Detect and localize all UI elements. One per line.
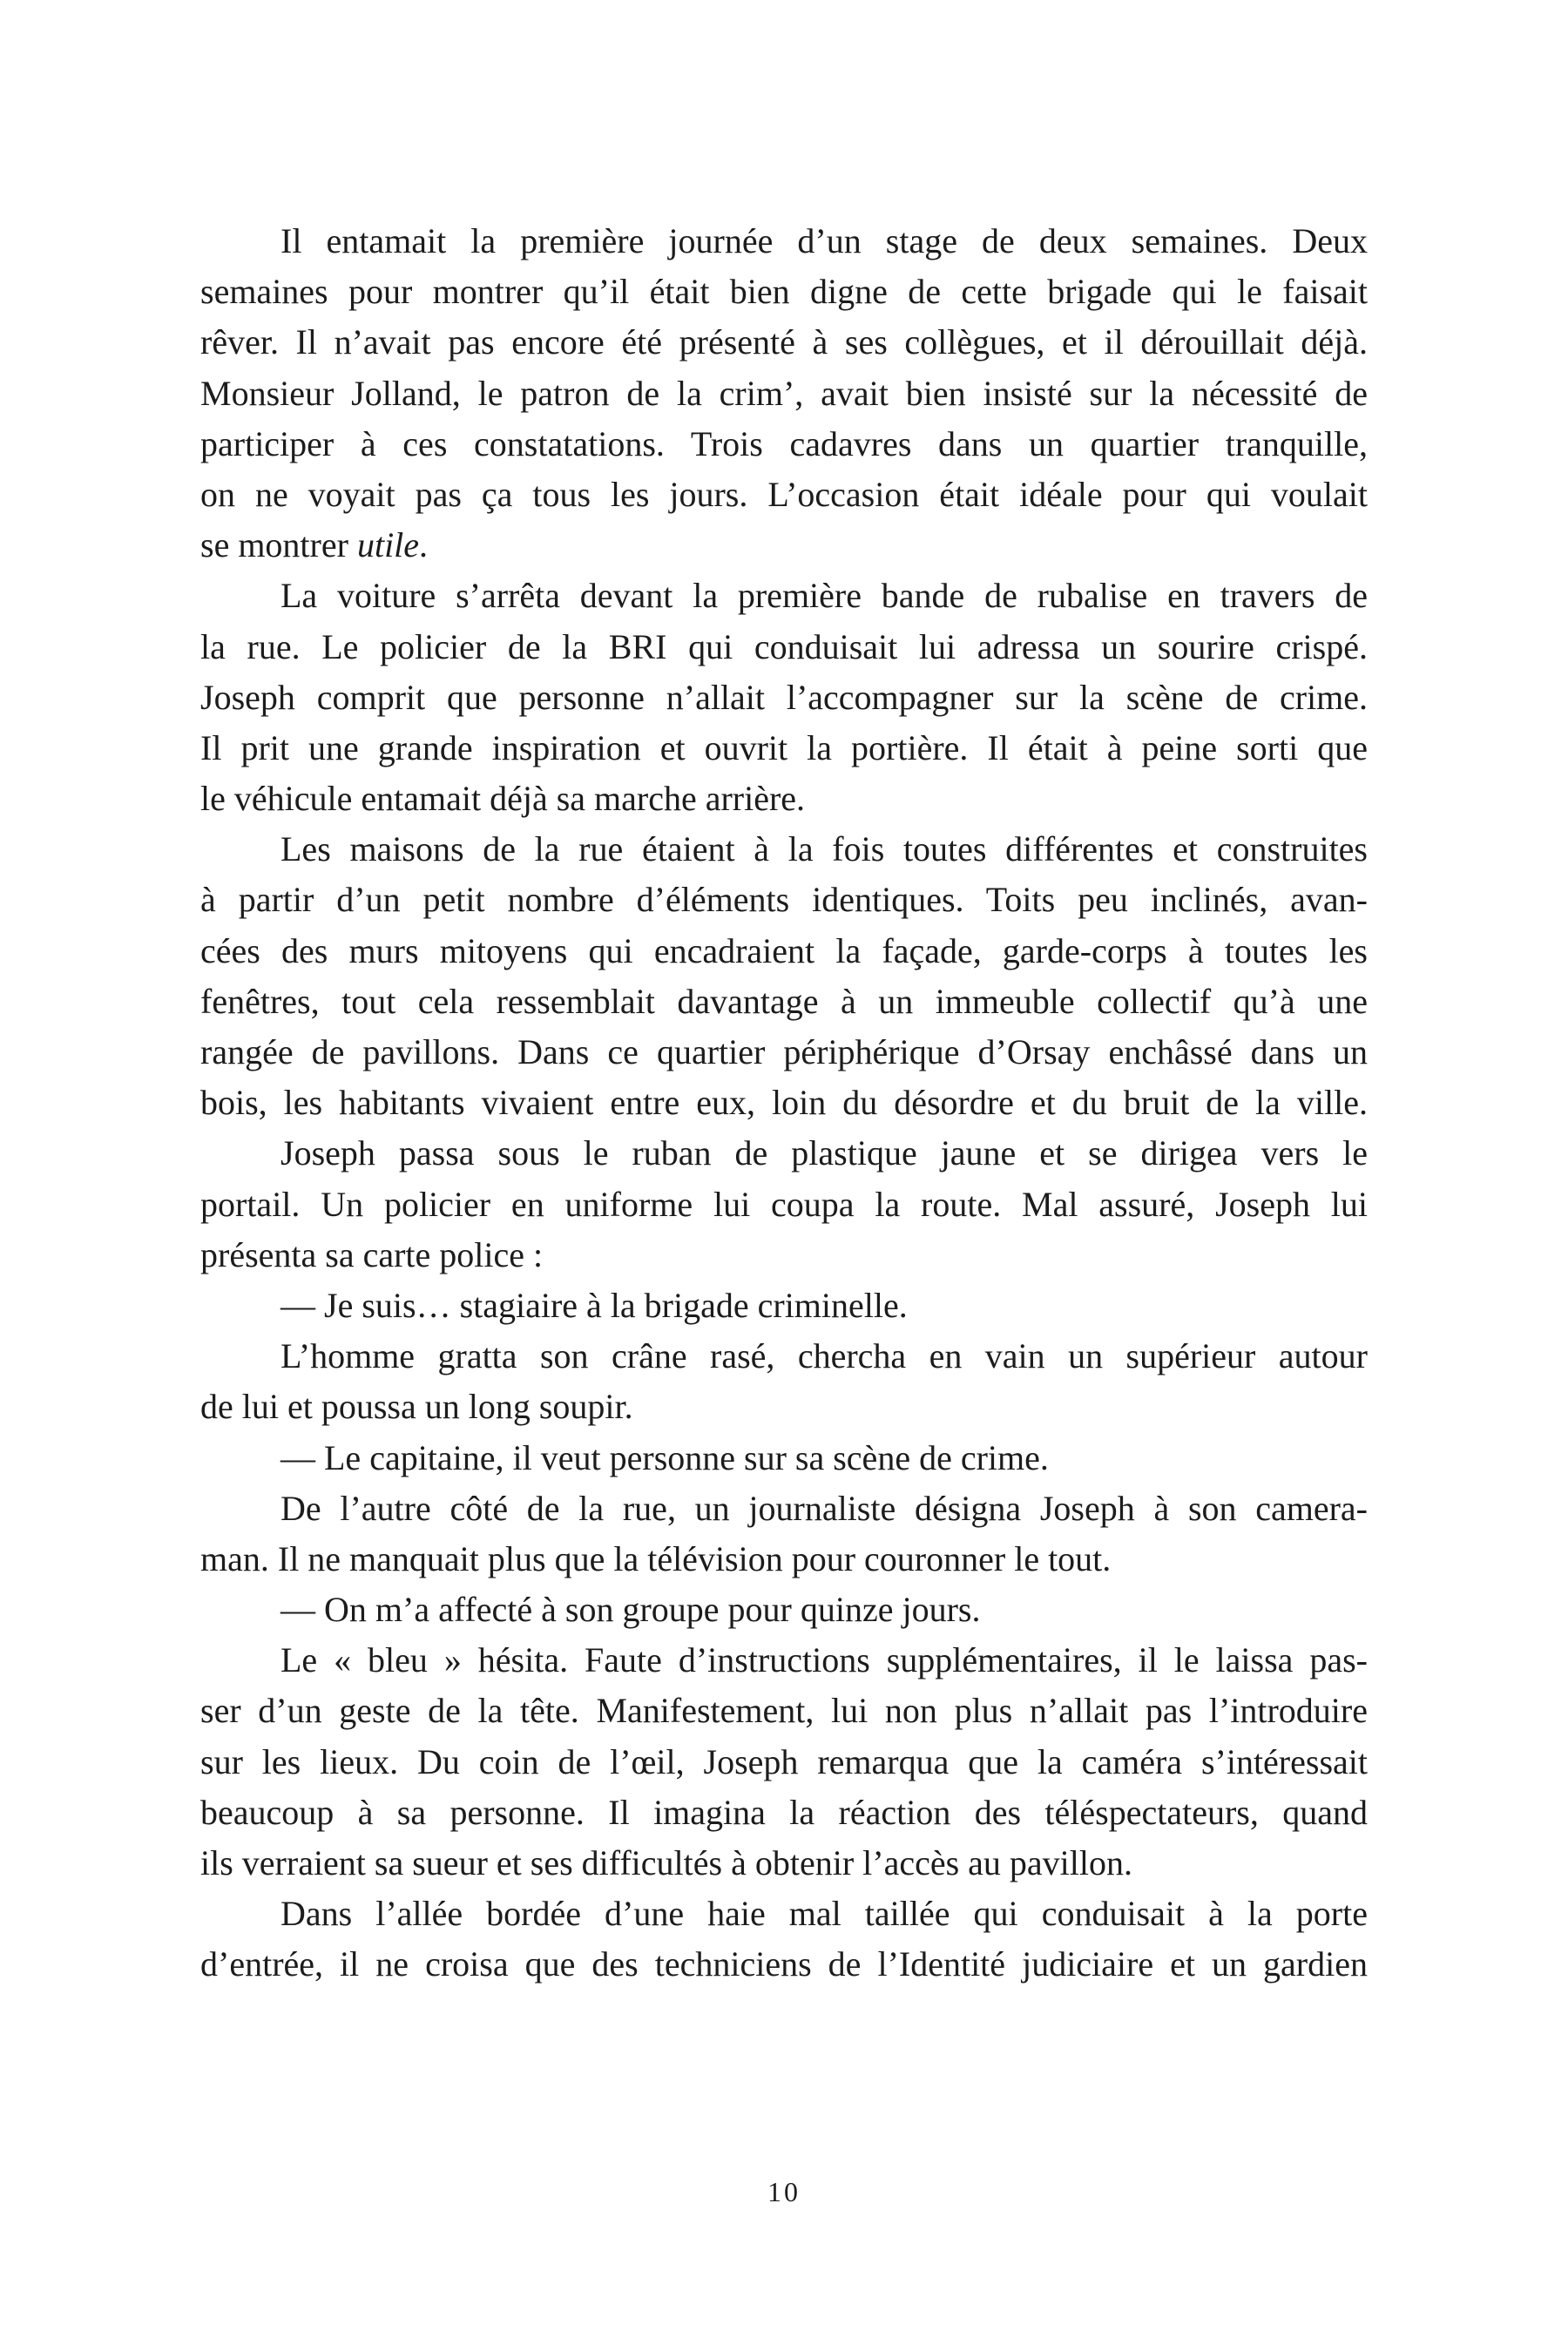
text-line	[200, 1889, 1368, 1939]
text-line-content: de lui et poussa un long soupir.	[200, 1387, 633, 1427]
text-line-tail: .	[419, 525, 429, 565]
text-line-content: Le « bleu » hésita. Faute d’instructions supplémentaires, il le laissa pas-	[280, 1640, 1368, 1680]
text-line	[200, 1534, 1368, 1585]
text-line	[200, 622, 1368, 672]
text-line-content: rangée de pavillons. Dans ce quartier périphérique d’Orsay enchâssé dans un	[200, 1032, 1368, 1071]
text-line	[200, 1281, 1368, 1331]
text-line	[200, 1433, 1368, 1484]
text-line	[200, 1027, 1368, 1078]
text-line-content: ils verraient sa sueur et ses difficultés à obtenir l’accès au pavillon.	[200, 1843, 1132, 1882]
text-line	[200, 1635, 1368, 1686]
text-line	[200, 317, 1368, 368]
text-line	[200, 1788, 1368, 1838]
text-line-content: participer à ces constatations. Trois cadavres dans un quartier tranquille,	[200, 423, 1368, 463]
text-line	[200, 267, 1368, 317]
text-line	[200, 1484, 1368, 1534]
text-line	[200, 368, 1368, 419]
text-line	[200, 977, 1368, 1027]
text-line	[200, 672, 1368, 723]
text-line	[200, 419, 1368, 470]
text-line-content: beaucoup à sa personne. Il imagina la réaction des téléspectateurs, quand	[200, 1792, 1368, 1832]
text-line	[200, 1078, 1368, 1128]
text-line-content: Monsieur Jolland, le patron de la crim’, avait bien insisté sur la nécessité de	[200, 373, 1368, 413]
text-line-content: cées des murs mitoyens qui encadraient la façade, garde-corps à toutes les	[200, 930, 1368, 970]
text-line-content: ser d’un geste de la tête. Manifestement, lui non plus n’allait pas l’introduire	[200, 1691, 1368, 1731]
text-line-content: d’entrée, il ne croisa que des techniciens de l’Identité judiciaire et un gardien	[200, 1944, 1368, 1984]
text-line	[200, 1230, 1368, 1281]
text-line	[200, 723, 1368, 774]
text-line-content: on ne voyait pas ça tous les jours. L’occasion était idéale pour qui voulait	[200, 474, 1368, 514]
text-line	[200, 1382, 1368, 1432]
body-text	[200, 216, 1368, 1990]
text-line-content: portail. Un policier en uniforme lui coupa la route. Mal assuré, Joseph lui	[200, 1184, 1368, 1224]
text-line	[200, 571, 1368, 621]
text-line-content: Les maisons de la rue étaient à la fois toutes différentes et construites	[280, 829, 1368, 869]
text-line	[200, 824, 1368, 875]
text-line	[200, 216, 1368, 267]
text-line-content: sur les lieux. Du coin de l’œil, Joseph remarqua que la caméra s’intéressait	[200, 1741, 1368, 1781]
text-line	[200, 1179, 1368, 1230]
text-line-content: Joseph passa sous le ruban de plastique jaune et se dirigea vers le	[280, 1133, 1368, 1173]
text-line	[200, 1939, 1368, 1990]
text-line	[200, 520, 1368, 571]
text-line-content: fenêtres, tout cela ressemblait davantage à un immeuble collectif qu’à une	[200, 981, 1368, 1021]
text-line-content: semaines pour montrer qu’il était bien digne de cette brigade qui le faisait	[200, 272, 1368, 312]
text-line	[200, 1737, 1368, 1788]
text-line	[200, 774, 1368, 824]
text-line	[200, 926, 1368, 977]
text-line-content: rêver. Il n’avait pas encore été présenté à ses collègues, et il dérouillait déjà.	[200, 322, 1368, 362]
text-line-content: De l’autre côté de la rue, un journaliste désigna Joseph à son camera-	[280, 1488, 1368, 1528]
text-line	[200, 1128, 1368, 1179]
text-line	[200, 875, 1368, 925]
text-line-content: bois, les habitants vivaient entre eux, loin du désordre et du bruit de la ville.	[200, 1083, 1368, 1123]
text-line-content: L’homme gratta son crâne rasé, chercha en vain un supérieur autour	[280, 1336, 1368, 1376]
text-line-content: la rue. Le policier de la BRI qui conduisait lui adressa un sourire crispé.	[200, 626, 1368, 666]
text-line-content: — On m’a affecté à son groupe pour quinze jours.	[280, 1590, 981, 1630]
italic-word: utile	[356, 525, 420, 565]
text-line-content: le véhicule entamait déjà sa marche arrière.	[200, 779, 806, 819]
text-line-content: Dans l’allée bordée d’une haie mal taillée qui conduisait à la porte	[280, 1894, 1368, 1934]
text-line-content: Il prit une grande inspiration et ouvrit la portière. Il était à peine sorti que	[200, 727, 1368, 767]
page-number: 10	[767, 2176, 801, 2207]
text-line-content: Il entamait la première journée d’un stage de deux semaines. Deux	[280, 221, 1368, 260]
text-line-content: man. Il ne manquait plus que la télévision pour couronner le tout.	[200, 1538, 1112, 1578]
text-line	[200, 1331, 1368, 1382]
text-line-content: — Le capitaine, il veut personne sur sa scène de crime.	[280, 1437, 1049, 1477]
text-line-content: — Je suis… stagiaire à la brigade criminelle.	[280, 1285, 908, 1325]
text-line-content: présenta sa carte police :	[200, 1234, 544, 1274]
text-line-content: La voiture s’arrêta devant la première bande de rubalise en travers de	[280, 576, 1368, 616]
text-line-content: Joseph comprit que personne n’allait l’accompagner sur la scène de crime.	[200, 677, 1368, 717]
text-line	[200, 1585, 1368, 1635]
text-line-content: à partir d’un petit nombre d’éléments identiques. Toits peu inclinés, avan-	[200, 880, 1368, 920]
text-line-content: se montrer	[200, 525, 357, 565]
text-line	[200, 1838, 1368, 1889]
text-line	[200, 1686, 1368, 1736]
text-line	[200, 470, 1368, 520]
